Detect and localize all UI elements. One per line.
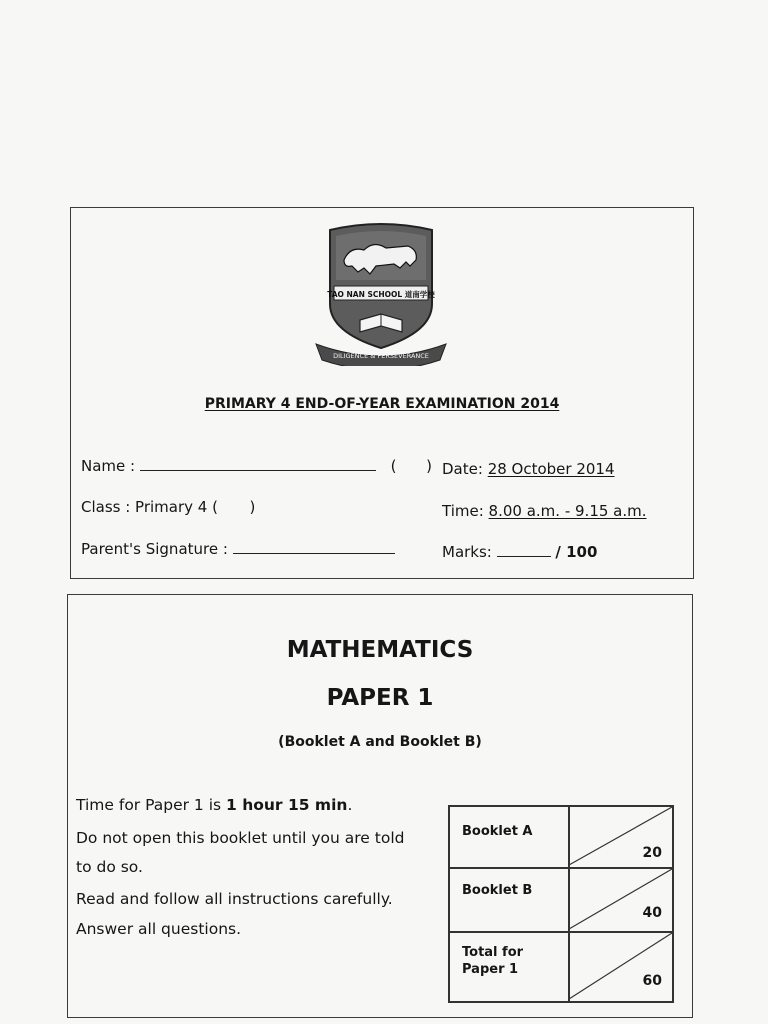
date-label: Date: — [442, 460, 483, 478]
table-row-label — [462, 823, 533, 840]
class-label: Class : Primary 4 ( — [81, 498, 218, 516]
parent-signature-field[interactable] — [81, 540, 395, 558]
crest-banner-text: TAO NAN SCHOOL 道南学校 — [327, 290, 435, 299]
paper-title: PAPER 1 — [326, 685, 434, 711]
signature-label: Parent's Signature : — [81, 540, 228, 558]
marks-field — [442, 543, 597, 561]
index-close-paren: ) — [426, 457, 432, 475]
marks-blank[interactable] — [497, 556, 551, 557]
time-field — [442, 502, 647, 520]
time-label: Time: — [442, 502, 484, 520]
instruction-time — [76, 791, 352, 820]
row-label-line: Booklet A — [462, 824, 533, 839]
class-close-paren: ) — [249, 498, 256, 516]
school-crest-icon — [314, 220, 448, 366]
subject-title: MATHEMATICS — [286, 637, 474, 663]
table-row-max-marks: 40 — [642, 905, 662, 921]
table-row-max-marks: 60 — [642, 973, 662, 989]
row-label-line: Booklet B — [462, 883, 533, 898]
time-value: 8.00 a.m. - 9.15 a.m. — [488, 502, 647, 520]
name-field[interactable] — [81, 457, 432, 475]
instruction-line-3: Read and follow all instructions carefully. — [76, 890, 393, 908]
name-blank[interactable] — [140, 470, 376, 471]
row-label-line: Total for — [462, 945, 524, 960]
instruction-time-prefix: Time for Paper 1 is — [76, 796, 227, 814]
instruction-line-2a: Do not open this booklet until you are told — [76, 829, 405, 847]
instruction-time-suffix: . — [347, 796, 353, 814]
instruction-time-value: 1 hour 15 min — [226, 796, 348, 814]
instruction-line-2b: to do so. — [76, 858, 143, 876]
class-field[interactable] — [81, 498, 255, 516]
crest-motto: DILIGENCE & PERSEVERANCE — [333, 352, 429, 360]
marks-total: / 100 — [555, 543, 598, 561]
exam-title: PRIMARY 4 END-OF-YEAR EXAMINATION 2014 — [204, 396, 560, 412]
index-open-paren: ( — [390, 457, 397, 475]
table-row-label — [462, 944, 523, 978]
marks-label: Marks: — [442, 543, 492, 561]
booklets-note: (Booklet A and Booklet B) — [278, 734, 482, 750]
name-label: Name : — [81, 457, 136, 475]
row-label-line: Paper 1 — [462, 962, 519, 977]
instruction-line-4: Answer all questions. — [76, 920, 242, 938]
signature-blank[interactable] — [233, 553, 395, 554]
table-row-label — [462, 882, 532, 899]
date-value: 28 October 2014 — [487, 460, 615, 478]
date-field — [442, 460, 615, 478]
table-row-max-marks: 20 — [642, 845, 662, 861]
